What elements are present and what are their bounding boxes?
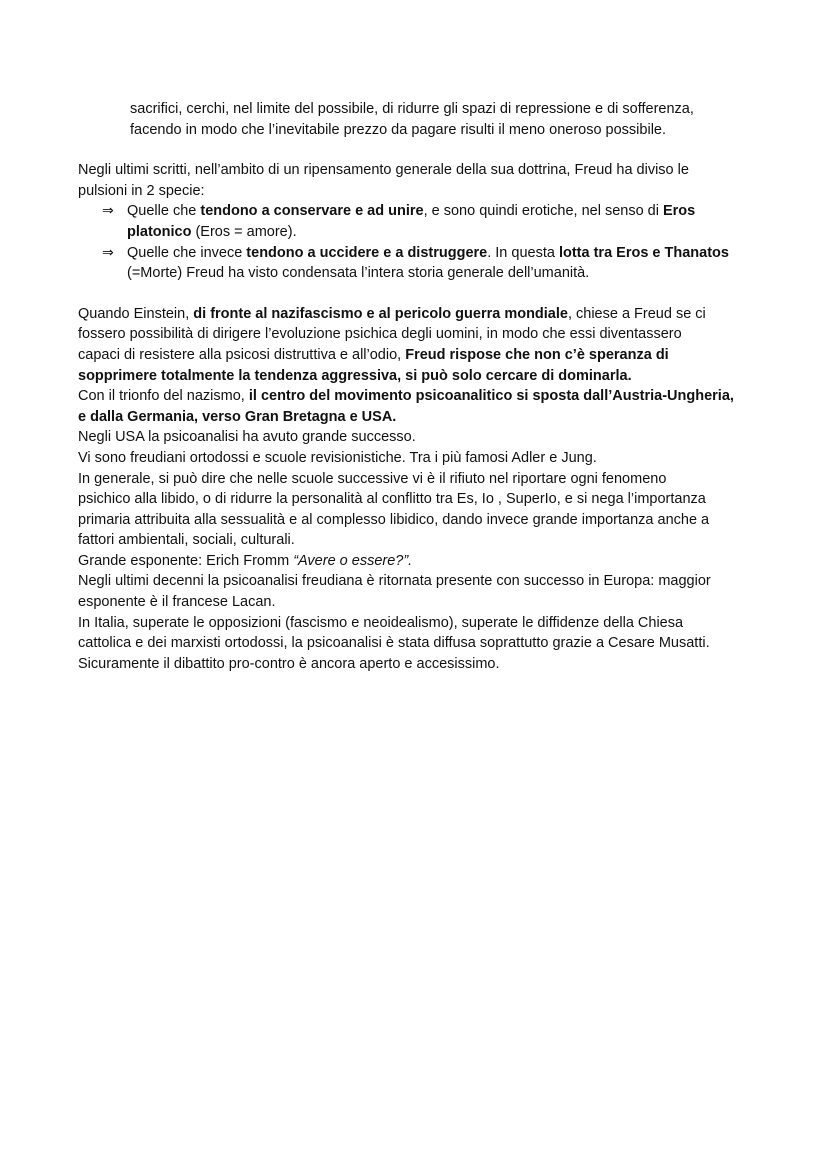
text-run: , chiese a Freud se ci: [567, 305, 706, 322]
italic-text: “Avere o essere?”.: [293, 552, 413, 569]
bold-text: e dalla Germania, verso Gran Bretagna e USA.: [78, 408, 397, 425]
text-run: Quelle che invece: [127, 244, 247, 261]
arrow-right-icon: ⇒: [102, 244, 114, 261]
text-line: In Italia, superate le opposizioni (fascismo e neoidealismo), superate le diffidenze della Chiesa: [78, 614, 684, 631]
text-run: Quelle che: [127, 203, 201, 220]
bold-text: Freud rispose che non c’è speranza di: [405, 346, 669, 363]
text-line: sacrifici, cerchi, nel limite del possibile, di ridurre gli spazi di repressione e di sofferenza,: [130, 101, 694, 117]
einstein-paragraph: [78, 304, 758, 675]
text-run: . In questa: [487, 244, 559, 261]
text-line: Negli USA la psicoanalisi ha avuto grande successo.: [78, 429, 416, 446]
text-run: , e sono quindi erotiche, nel senso di: [423, 203, 663, 220]
list-item: [78, 243, 758, 284]
paragraph-gap: [78, 140, 758, 160]
text-run: Quando Einstein,: [78, 305, 194, 322]
bold-text: tendono a uccidere e a distruggere: [246, 244, 488, 261]
bold-text: platonico: [127, 223, 192, 240]
text-line: psichico alla libido, o di ridurre la personalità al conflitto tra Es, Io , SuperIo, e si nega l’importanza: [78, 491, 706, 508]
text-line: primaria attribuita alla sessualità e al complesso libidico, dando invece grande importanza anche a: [78, 511, 710, 528]
paragraph-gap: [78, 284, 758, 304]
pulsioni-paragraph: [78, 160, 758, 284]
text-line: fossero possibilità di dirigere l’evoluzione psichica degli uomini, in modo che essi diventassero: [78, 326, 682, 343]
text-line: Vi sono freudiani ortodossi e scuole revisionistiche. Tra i più famosi Adler e Jung.: [78, 449, 597, 466]
text-line: (=Morte) Freud ha visto condensata l’intera storia generale dell’umanità.: [127, 265, 590, 282]
document-page: [78, 99, 758, 674]
list-item: [78, 201, 758, 242]
text-run: capaci di resistere alla psicosi distruttiva e all’odio,: [78, 346, 406, 363]
intro-paragraph: [78, 99, 758, 140]
text-line: cattolica e dei marxisti ortodossi, la psicoanalisi è stata diffusa soprattutto grazie a Cesare Musatti.: [78, 635, 710, 652]
text-line: pulsioni in 2 specie:: [78, 182, 205, 199]
text-line: In generale, si può dire che nelle scuole successive vi è il rifiuto nel riportare ogni fenomeno: [78, 470, 667, 487]
bold-text: Eros: [662, 203, 696, 220]
text-line: Negli ultimi decenni la psicoanalisi freudiana è ritornata presente con successo in Europa: maggior: [78, 573, 711, 590]
bold-text: tendono a conservare e ad unire: [200, 203, 424, 220]
text-run: (Eros = amore).: [191, 223, 297, 240]
text-line: facendo in modo che l’inevitabile prezzo da pagare risulti il meno oneroso possibile.: [130, 121, 667, 138]
pulsioni-list: [78, 201, 758, 283]
text-line: Negli ultimi scritti, nell’ambito di un ripensamento generale della sua dottrina, Freud ha diviso le: [78, 162, 689, 179]
text-run: Con il trionfo del nazismo,: [78, 388, 249, 405]
bold-text: di fronte al nazifascismo e al pericolo guerra mondiale: [193, 305, 568, 322]
bold-text: lotta tra Eros e Thanatos: [558, 244, 729, 261]
bold-text: sopprimere totalmente la tendenza aggressiva, si può solo cercare di dominarla.: [78, 367, 632, 384]
text-line: fattori ambientali, sociali, culturali.: [78, 532, 295, 549]
arrow-right-icon: ⇒: [102, 203, 114, 220]
text-run: Grande esponente: Erich Fromm: [78, 552, 294, 569]
bold-text: il centro del movimento psicoanalitico si sposta dall’Austria-Ungheria,: [248, 388, 734, 405]
text-line: Sicuramente il dibattito pro-contro è ancora aperto e accesissimo.: [78, 655, 500, 672]
text-line: esponente è il francese Lacan.: [78, 594, 276, 611]
